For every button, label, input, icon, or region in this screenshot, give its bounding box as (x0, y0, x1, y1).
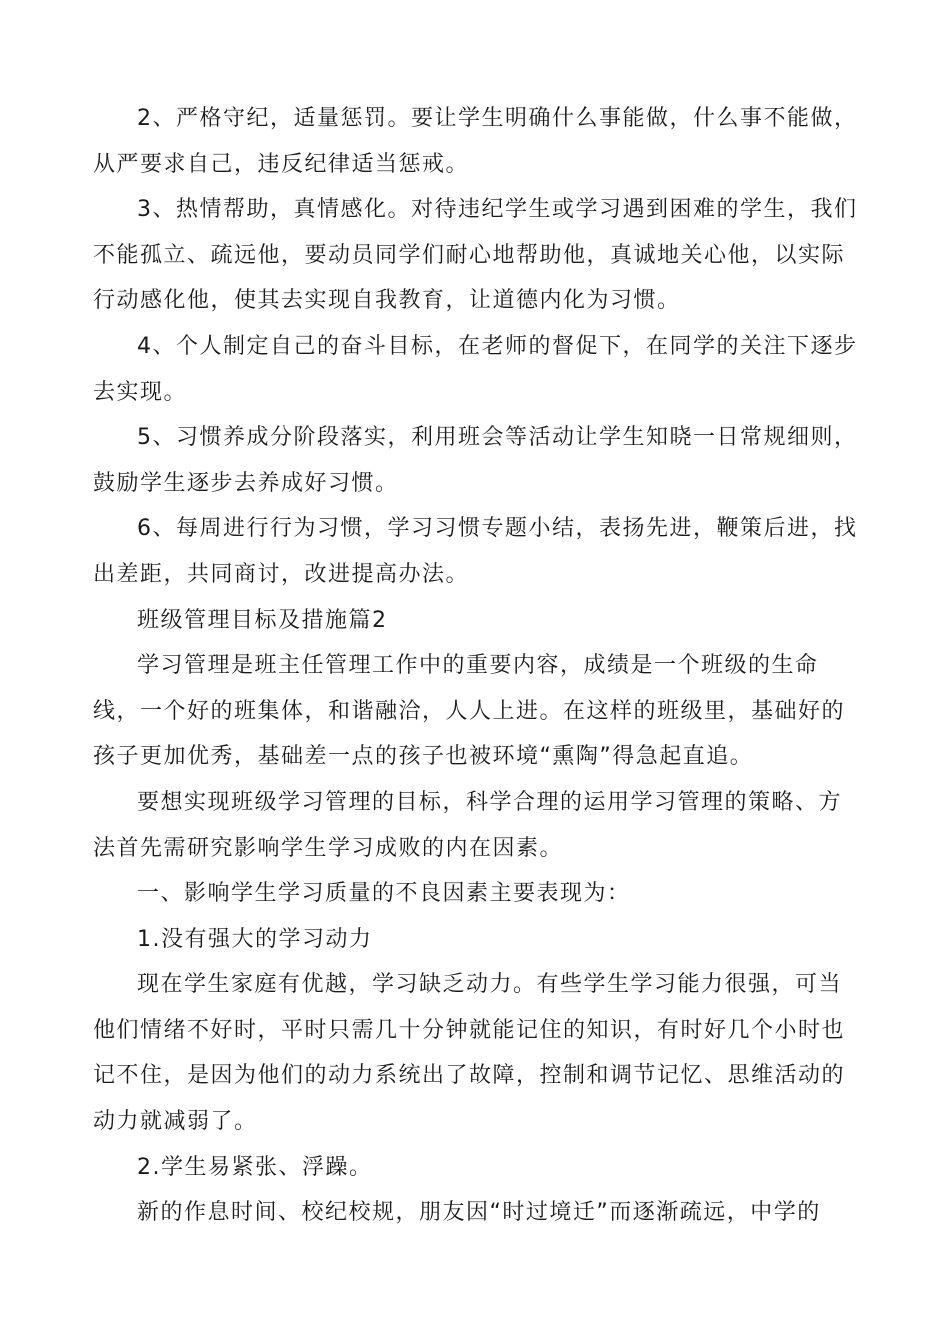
paragraph-motivation: 现在学生家庭有优越，学习缺乏动力。有些学生学习能力很强，可当他们情绪不好时，平时只需几十分钟就能记住的知识，有时好几个小时也记不住，是因为他们的动力系统出了故障，控制和调节记忆、思维活动的动力就减弱了。 (93, 972, 846, 1135)
section-heading: 班级管理目标及措施篇2 (137, 607, 388, 633)
paragraph-item-5: 5、习惯养成分阶段落实，利用班会等活动让学生知晓一日常规细则，鼓励学生逐步去养成好习惯。 (93, 425, 858, 496)
paragraph-item-6: 6、每周进行行为习惯，学习习惯专题小结，表扬先进，鞭策后进，找出差距，共同商讨，改进提高办法。 (93, 516, 858, 587)
subheading-factors: 一、影响学生学习质量的不良因素主要表现为： (137, 881, 631, 907)
paragraph-intro: 学习管理是班主任管理工作中的重要内容，成绩是一个班级的生命线，一个好的班集体，和谐融洽，人人上进。在这样的班级里，基础好的孩子更加优秀，基础差一点的孩子也被环境“熏陶”得急起直追。 (93, 653, 846, 770)
paragraph-item-4: 4、个人制定自己的奋斗目标，在老师的督促下，在同学的关注下逐步去实现。 (93, 333, 858, 405)
paragraph-goal: 要想实现班级学习管理的目标，科学合理的运用学习管理的策略、方法首先需研究影响学生学习成败的内在因素。 (93, 789, 843, 861)
subheading-anxiety: 2.学生易紧张、浮躁。 (137, 1154, 373, 1180)
paragraph-item-3: 3、热情帮助，真情感化。对待违纪学生或学习遇到困难的学生，我们不能孤立、疏远他，要动员同学们耐心地帮助他，真诚地关心他，以实际行动感化他，使其去实现自我教育，让道德内化为习惯。 (93, 197, 858, 314)
paragraph-anxiety: 新的作息时间、校纪校规，朋友因“时过境迁”而逐渐疏远，中学的 (137, 1200, 821, 1226)
paragraph-item-2: 2、严格守纪，适量惩罚。要让学生明确什么事能做，什么事不能做，从严要求自己，违反纪律适当惩戒。 (93, 106, 858, 177)
document-body (93, 96, 858, 1236)
subheading-motivation: 1.没有强大的学习动力 (137, 926, 373, 952)
